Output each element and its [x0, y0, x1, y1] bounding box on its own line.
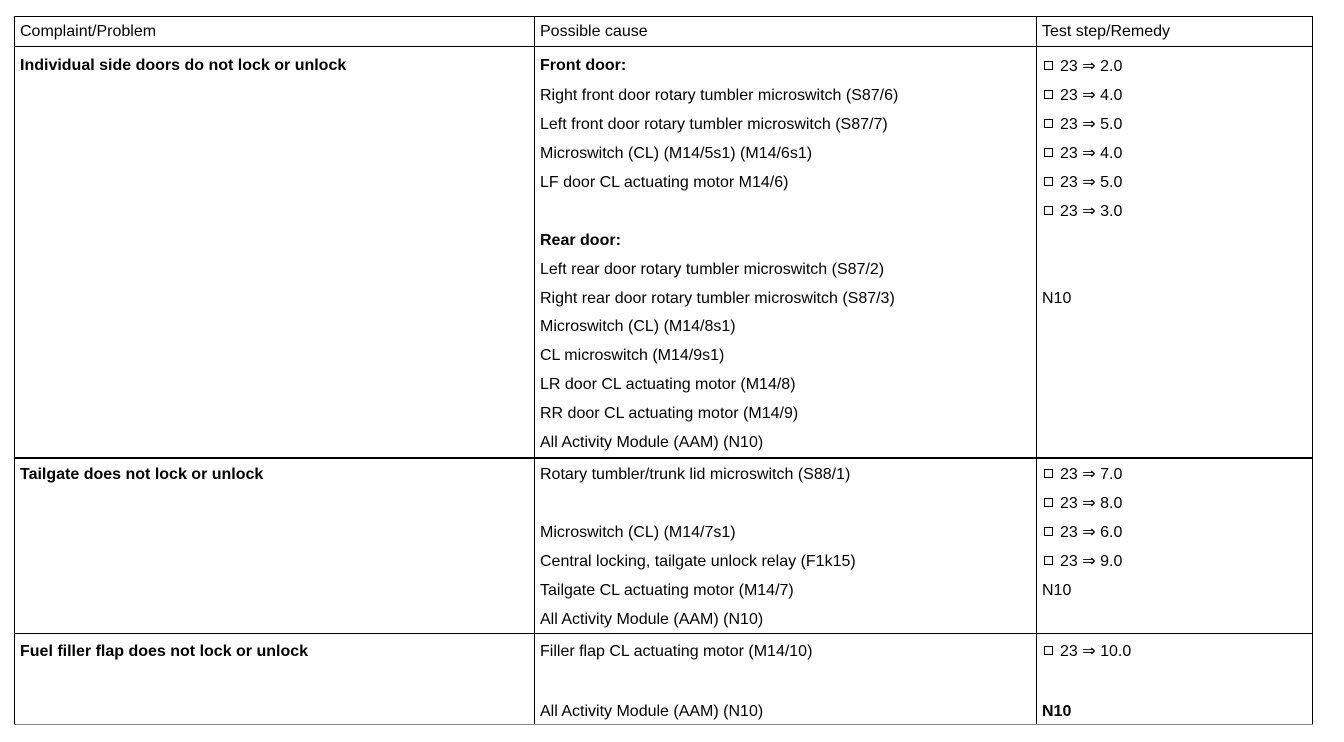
remedy-module: N10 [1042, 582, 1072, 599]
cause-item: LR door CL actuating motor (M14/8) [540, 376, 796, 393]
column-divider-cause [534, 16, 535, 724]
cause-item: All Activity Module (AAM) (N10) [540, 434, 764, 451]
test-step-label: 23 ⇒ 4.0 [1060, 145, 1123, 162]
cause-item: CL microswitch (M14/9s1) [540, 347, 725, 364]
header-remedy: Test step/Remedy [1042, 23, 1171, 40]
checkbox-icon [1044, 646, 1053, 655]
table-left-border [14, 16, 15, 724]
cause-item: Right rear door rotary tumbler microswitch (S87/3) [540, 290, 895, 307]
checkbox-icon [1044, 177, 1053, 186]
remedy-module: N10 [1042, 703, 1072, 720]
cause-item: Microswitch (CL) (M14/7s1) [540, 524, 736, 541]
test-step [1044, 494, 1122, 514]
cause-item: Microswitch (CL) (M14/8s1) [540, 318, 736, 335]
checkbox-icon [1044, 498, 1053, 507]
checkbox-icon [1044, 469, 1053, 478]
section1-complaint: Individual side doors do not lock or unlock [20, 57, 347, 74]
test-step [1044, 552, 1122, 572]
cause-item: Left rear door rotary tumbler microswitch (S87/2) [540, 261, 885, 278]
checkbox-icon [1044, 119, 1053, 128]
table-bottom-border [14, 724, 1313, 725]
checkbox-icon [1044, 206, 1053, 215]
section2-bottom-border [14, 633, 1313, 634]
cause-item: Right front door rotary tumbler microswitch (S87/6) [540, 87, 899, 104]
test-step-label: 23 ⇒ 9.0 [1060, 553, 1123, 570]
cause-item: LF door CL actuating motor M14/6) [540, 174, 789, 191]
header-cause: Possible cause [540, 23, 648, 40]
test-step [1044, 115, 1122, 135]
test-step [1044, 173, 1122, 193]
remedy-module: N10 [1042, 290, 1072, 307]
table-top-border [14, 16, 1313, 17]
test-step-label: 23 ⇒ 4.0 [1060, 87, 1123, 104]
test-step [1044, 144, 1122, 164]
test-step-label: 23 ⇒ 3.0 [1060, 203, 1123, 220]
checkbox-icon [1044, 61, 1053, 70]
header-bottom-border [14, 46, 1313, 47]
column-divider-remedy [1036, 16, 1037, 724]
section1-bottom-border [14, 457, 1313, 459]
checkbox-icon [1044, 148, 1053, 157]
cause-item: RR door CL actuating motor (M14/9) [540, 405, 799, 422]
test-step [1044, 86, 1122, 106]
test-step-label: 23 ⇒ 8.0 [1060, 495, 1123, 512]
checkbox-icon [1044, 90, 1053, 99]
test-step-label: 23 ⇒ 7.0 [1060, 466, 1123, 483]
cause-item: Tailgate CL actuating motor (M14/7) [540, 582, 794, 599]
test-step-label: 23 ⇒ 2.0 [1060, 58, 1123, 75]
section3-complaint: Fuel filler flap does not lock or unlock [20, 643, 309, 660]
test-step-label: 23 ⇒ 5.0 [1060, 174, 1123, 191]
cause-item: All Activity Module (AAM) (N10) [540, 703, 764, 720]
test-step [1044, 202, 1122, 222]
test-step-label: 23 ⇒ 10.0 [1060, 643, 1132, 660]
section1-rear-heading: Rear door: [540, 232, 621, 249]
section1-front-heading: Front door: [540, 57, 627, 74]
cause-item: Central locking, tailgate unlock relay (F1k15) [540, 553, 856, 570]
cause-item: Filler flap CL actuating motor (M14/10) [540, 643, 813, 660]
test-step [1044, 523, 1122, 543]
header-complaint: Complaint/Problem [20, 23, 157, 40]
table-right-border [1312, 16, 1313, 724]
cause-item: Microswitch (CL) (M14/5s1) (M14/6s1) [540, 145, 813, 162]
section2-complaint: Tailgate does not lock or unlock [20, 466, 264, 483]
test-step [1044, 465, 1122, 485]
checkbox-icon [1044, 556, 1053, 565]
test-step [1044, 642, 1131, 662]
checkbox-icon [1044, 527, 1053, 536]
test-step-label: 23 ⇒ 6.0 [1060, 524, 1123, 541]
test-step [1044, 57, 1122, 77]
cause-item: All Activity Module (AAM) (N10) [540, 611, 764, 628]
test-step-label: 23 ⇒ 5.0 [1060, 116, 1123, 133]
cause-item: Left front door rotary tumbler microswitch (S87/7) [540, 116, 888, 133]
cause-item: Rotary tumbler/trunk lid microswitch (S88/1) [540, 466, 851, 483]
